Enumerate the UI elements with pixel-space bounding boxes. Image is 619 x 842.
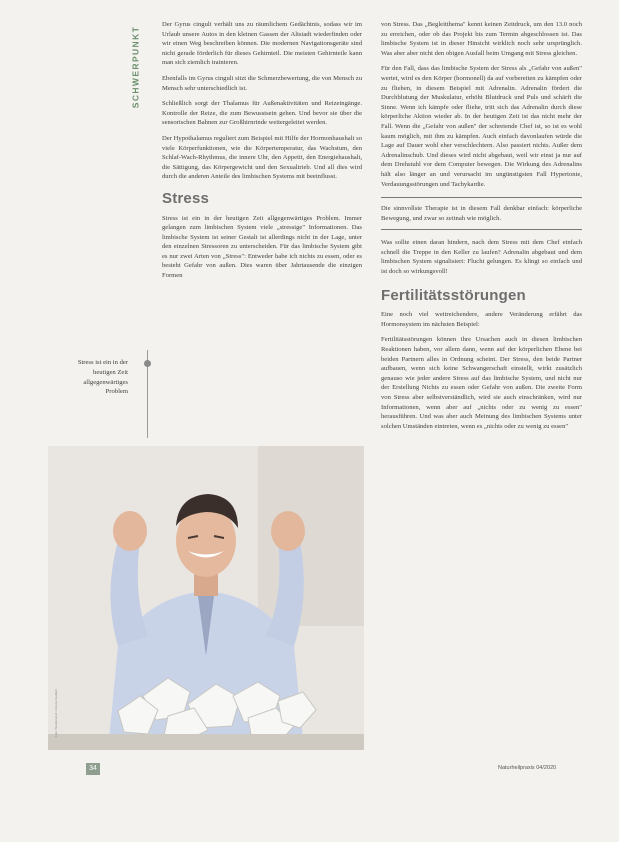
stressed-man-illustration [48,446,364,750]
right-column [381,20,582,437]
right-paragraph-2: Für den Fall, dass das limbische System der Stress als „Gefahr von außen" wertet, wird es den Körper (hormonell) da auf vorbereiten zu kämpfen oder zu fliehen, in diesem Beispiel mit Adrenalin. Adrenalin fördert die Durchblutung der Muskulatur, erhöht Blutdruck und Puls und schärft die Sinne. Wenn ich kämpfe oder fliehe, tritt sich das Adrenalin durch diese körperliche Aktion wieder ab. In der heutigen Zeit ist das nicht mehr der Fall. Wenn die „Gefahr von außen" der schreiende Chef ist, so ist es wohl kaum möglich, mit ihm zu kämpfen. Auch einfach davonlaufen würde die Lage auf Dauer wohl eher verschlechtern. Also passiert nichts. Außer dem Adrenalinschub. Und dieses wird nicht abgebaut, weil wir einst ja nur auf dem Drehstuhl vor dem Computer bewegen. Die Wirkung des Adrenalins hält also länger an und verursacht im ungünstigsten Fall Hypertonie, Verdauungsstörungen und Tachykardie. [381,65,582,188]
right-paragraph-3: Was sollte einen daran hindern, nach dem Stress mit dem Chef einfach schnell die Treppe in den Keller zu laufen? Adrenalin abgebaut und dem limbischen System signalisiert: Flucht gelungen. Es klingt so einfach und ist doch so wirkungsvoll! [381,239,582,276]
photo-credit: Foto: Shutterstock / Antonio Guillem [54,689,58,737]
page-number: 34 [86,763,100,775]
left-column [162,20,362,287]
left-paragraph-4: Der Hypothalamus reguliert zum Beispiel mit Hilfe der Hormonhaushalt so viele Körperfunktionen, wie die Körpertemperatur, das Wachstum, den Schlaf-Wach-Rhythmus, die innere Uhr, den Appetit, den Energiehaushalt, die Sättigung, das Körpergewicht und den Sexualtrieb. Und all dies wird durch die anderen Anteile des limbischen Systems mit beeinflusst. [162,134,362,181]
stressed-man-photo [48,446,364,750]
heading-stress: Stress [162,189,210,207]
sidebar-bullet-icon [144,360,151,367]
footer-text: Naturheilpraxis 04/2020 [498,765,557,771]
highlight-text: Die sinnvollste Therapie ist in diesem Fall denkbar einfach: körperliche Bewegung, und zwar so zeitnah wie möglich. [381,205,582,222]
right-paragraph-4: Eine noch viel weitreichendere, andere Veränderung erfährt das Hormonsystem im nächsten Beispiel: [381,311,582,328]
right-paragraph-5: Fertilitätsstörungen können ihre Ursachen auch in diesen limbischen Reaktionen haben, vor allem dann, wenn auf der körperlichen Ebene bei beiden Partnern alles in Ordnung scheint. Der Stress, den beide Partner aufbauen, wenn sich keine Schwangerschaft einstellt, wirkt zusätzlich genauso wie jeder andere Stress auf das limbische System, und nicht nur der Erstellung Nichts zu essen oder Gefahr von außen. Die zweite Form von Stress aber selbstverständlich, wird sie auch einschränken, wird nur Informationen, wenn aber auf „nichts oder zu wenig zu essen" herausführen. Und was aber auch Meinung des limbischen Systems unter solchen Umständen eintreten, wenn es „nichts oder zu wenig zu essen" [381,336,582,430]
sidebar-pull-quote: Stress ist ein in der heutigen Zeit allgegenwärtiges Problem [77,359,128,396]
section-label: SCHWERPUNKT [130,25,141,109]
highlight-box [381,197,582,230]
left-paragraph-3: Schließlich sorgt der Thalamus für Außenaktivitäten und Reizeingänge. Kontrolle der Reize, die zum Bewusstsein gehen. Und bevor sie über die sensorischen Bahnen zur Großhirnrinde weitergeleitet werden. [162,100,362,127]
left-paragraph-2: Ebenfalls im Gyrus cinguli sitzt die Schmerzbewertung, die von Mensch zu Mensch sehr unterschiedlich ist. [162,74,362,92]
heading-fertility: Fertilitätsstörungen [381,286,526,304]
left-paragraph-1: Der Gyrus cinguli verhält uns zu räumlichem Gedächtnis, sodass wir im Urlaub unsere Autos in den kleinen Gassen der Altstadt wiederfinden oder wir einen Weg beschreiben können. Die modernen Navigationsgeräte sind nicht gerade förderlich für dieses Gehirnteil. Die meisten Gehirnteile kann man sich ziemlich trainieren. [162,21,362,67]
left-paragraph-5: Stress ist ein in der heutigen Zeit allgegenwärtiges Problem. Immer gelangen zum limbischen System viele „stressige" Informationen. Das limbische System ist seiner Gestalt ist allerdings nicht in der Lage, unter den einzelnen Stressoren zu unterscheiden. Für das limbische System gibt es nur zwei Arten von „Stress": Entweder habe ich nichts zu essen, oder es besteht Gefahr von außen. Dies waren über Jahrtausende die einzigen Formen [162,214,362,280]
right-paragraph-1: von Stress. Das „Begleitthema" kennt keinen Zeitdruck, um den 13.0 noch zu erreichen, oder ob das Projekt bis zum Termin abgeschlossen ist. Das limbische System ist in dieser Hinsicht wirklich noch sehr ursprünglich. Was aber aber nicht den obigen Ausfall beim Umgang mit Stress gleichen. [381,21,582,57]
